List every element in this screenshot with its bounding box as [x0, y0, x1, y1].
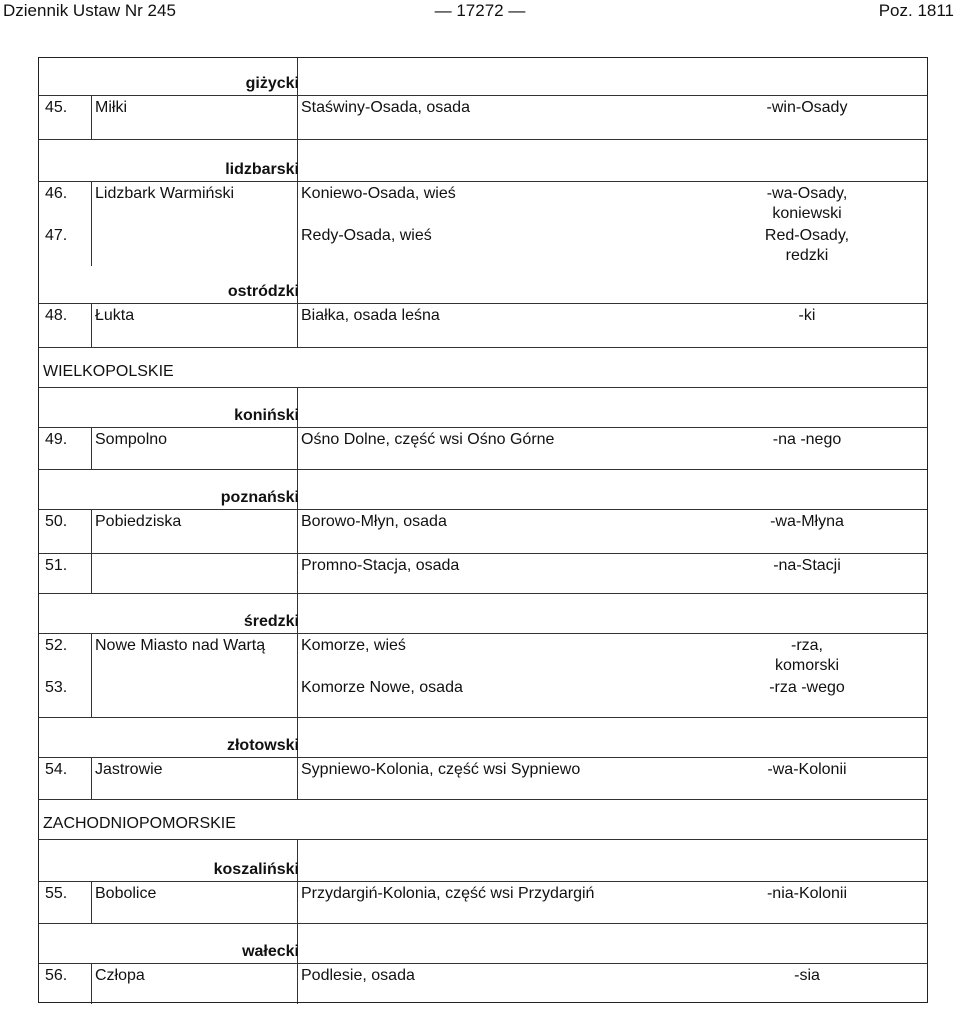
table-row	[39, 182, 927, 224]
declension-suffix: -na -nego	[772, 431, 842, 448]
column-divider	[297, 676, 298, 717]
gmina-name: Jastrowie	[95, 761, 163, 778]
locality-name: Borowo-Młyn, osada	[301, 513, 447, 530]
column-divider	[91, 96, 92, 139]
column-divider	[91, 882, 92, 923]
locality-name: Promno-Stacja, osada	[301, 557, 460, 574]
column-divider	[297, 634, 298, 676]
voivodeship-name: WIELKOPOLSKIE	[43, 363, 174, 380]
declension-suffix: -na-Stacji	[773, 557, 841, 574]
powiat-header-row	[39, 594, 927, 634]
table-row	[39, 554, 927, 594]
declension-suffix: -ki	[798, 307, 816, 324]
column-divider	[91, 964, 92, 1004]
table-row	[39, 964, 927, 1004]
page-number: — 17272 —	[434, 1, 526, 20]
declension-suffix: -rza -wego	[769, 679, 845, 696]
powiat-header-row	[39, 266, 927, 304]
locality-name: Koniewo-Osada, wieś	[301, 185, 456, 202]
powiat-name: koszaliński	[213, 861, 299, 878]
column-divider	[91, 304, 92, 347]
entry-number: 47.	[45, 227, 68, 244]
gmina-name: Sompolno	[95, 431, 168, 448]
gmina-name: Łukta	[95, 307, 135, 324]
gmina-name: Miłki	[95, 99, 127, 116]
powiat-name: złotowski	[226, 737, 299, 754]
column-divider	[91, 554, 92, 593]
table-row	[39, 96, 927, 140]
locality-name: Ośno Dolne, część wsi Ośno Górne	[301, 431, 555, 448]
voivodeship-row	[39, 800, 927, 840]
entry-number: 46.	[45, 185, 68, 202]
declension-suffix: -nia-Kolonii	[766, 885, 848, 902]
voivodeship-name: ZACHODNIOPOMORSKIE	[43, 815, 236, 832]
declension-suffix: -wa-Młyna	[770, 513, 844, 530]
table-row	[39, 882, 927, 924]
column-divider	[91, 758, 92, 799]
gmina-name: Lidzbark Warmiński	[95, 185, 234, 202]
powiat-name: średzki	[243, 613, 299, 630]
powiat-name: lidzbarski	[225, 161, 299, 178]
powiat-header-row	[39, 718, 927, 758]
column-divider	[297, 96, 298, 139]
powiat-header-row	[39, 470, 927, 510]
table-row	[39, 510, 927, 554]
table-row	[39, 676, 927, 718]
table-row	[39, 758, 927, 800]
powiat-name: giżycki	[245, 75, 299, 92]
locality-name: Sypniewo-Kolonia, część wsi Sypniewo	[301, 761, 581, 778]
powiat-header-row	[39, 140, 927, 182]
declension-suffix: -wa-Kolonii	[767, 761, 847, 778]
locality-name: Komorze Nowe, osada	[301, 679, 463, 696]
position-number: Poz. 1811	[878, 1, 954, 20]
column-divider	[91, 428, 92, 469]
entry-number: 51.	[45, 557, 68, 574]
entry-number: 52.	[45, 637, 68, 654]
column-divider	[297, 758, 298, 799]
gmina-name: Pobiedziska	[95, 513, 182, 530]
declension-suffix: Red-Osady, redzki	[764, 227, 850, 264]
table-row	[39, 304, 927, 348]
locality-name: Redy-Osada, wieś	[301, 227, 432, 244]
column-divider	[91, 224, 92, 266]
locality-name: Przydargiń-Kolonia, część wsi Przydargiń	[301, 885, 595, 902]
column-divider	[91, 634, 92, 676]
column-divider	[297, 224, 298, 266]
powiat-name: wałecki	[242, 943, 299, 960]
entry-number: 45.	[45, 99, 68, 116]
table-row	[39, 428, 927, 470]
declension-suffix: -wa-Osady, koniewski	[766, 185, 848, 222]
locality-table	[38, 57, 928, 1003]
declension-suffix: -sia	[794, 967, 820, 984]
entry-number: 50.	[45, 513, 68, 530]
column-divider	[91, 676, 92, 717]
gmina-name: Człopa	[95, 967, 145, 984]
gmina-name: Nowe Miasto nad Wartą	[95, 637, 266, 654]
entry-number: 54.	[45, 761, 68, 778]
column-divider	[297, 882, 298, 923]
voivodeship-row	[39, 348, 927, 388]
table-row	[39, 634, 927, 676]
column-divider	[297, 510, 298, 553]
powiat-name: koniński	[234, 407, 299, 424]
locality-name: Staświny-Osada, osada	[301, 99, 470, 116]
entry-number: 55.	[45, 885, 68, 902]
entry-number: 56.	[45, 967, 68, 984]
table-row	[39, 224, 927, 266]
powiat-name: ostródzki	[227, 283, 299, 300]
entry-number: 49.	[45, 431, 68, 448]
entry-number: 48.	[45, 307, 68, 324]
locality-name: Komorze, wieś	[301, 637, 406, 654]
powiat-header-row	[39, 388, 927, 428]
locality-name: Białka, osada leśna	[301, 307, 440, 324]
powiat-name: poznański	[220, 489, 299, 506]
powiat-header-row	[39, 924, 927, 964]
column-divider	[297, 182, 298, 224]
column-divider	[91, 510, 92, 553]
gmina-name: Bobolice	[95, 885, 157, 902]
column-divider	[297, 554, 298, 593]
column-divider	[297, 304, 298, 347]
column-divider	[297, 964, 298, 1004]
journal-title: Dziennik Ustaw Nr 245	[3, 1, 176, 20]
column-divider	[297, 428, 298, 469]
entry-number: 53.	[45, 679, 68, 696]
powiat-header-row	[39, 840, 927, 882]
powiat-header-row	[39, 58, 927, 96]
declension-suffix: -rza, komorski	[774, 637, 839, 674]
declension-suffix: -win-Osady	[766, 99, 848, 116]
locality-name: Podlesie, osada	[301, 967, 415, 984]
column-divider	[91, 182, 92, 224]
